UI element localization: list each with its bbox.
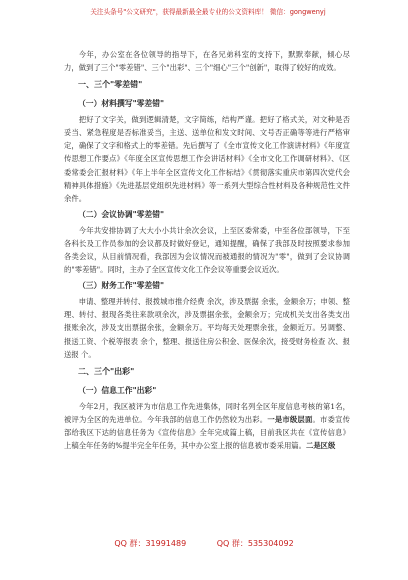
subsection-paragraph-1-2: 今年共安排协调了大大小小共计余次会议，上至区委常委，中至各位部领导，下至各科长及工作员参加的会议都及时做好登记，通知提醒，确保了我部及时按照要求参加各类会议，从目前情况看，我部因为会议情况而被通报的情况为"零"，做到了会议协调的"零差错"。同时，主办了全区宣传文化工作会议等重要会议近次。 <box>64 225 350 275</box>
subsection-heading-1-2: （二）会议协调"零差错" <box>78 209 165 219</box>
qq-group-1: QQ 群：31991489 <box>114 539 187 548</box>
emphasis-text: 一是市级层面 <box>267 414 313 424</box>
emphasis-text: 二是区级 <box>305 440 336 450</box>
section-heading-2: 二、三个"出彩" <box>78 366 135 376</box>
subsection-paragraph-1-1: 把好了文字关，做到逻辑清楚，文字简练，结构严谨。把好了格式关，对文种是否妥当、紧急程度是否标准妥当，主送、送单位和发文时间、文号否正确等等进行严格审定，确保了文字和格式上的零差错。先后撰写了《全市宣传文化工作演讲材料》《年度宣传思想工作要点》《年度全区宣传思想工作会讲话材料》《全市文化工作调研材料》、《区委常委会汇报材料》《年上半年全区宣传文化工作标结》《贯彻落实重庆市第四次党代会精神具体措施》《先进基层党组织先进材料》等一系列大型综合性材料及各种规范性文件余件。 <box>64 115 350 203</box>
footer-contacts <box>0 538 408 549</box>
section-heading-1: 一、三个"零差错" <box>78 80 143 90</box>
subsection-heading-2-1: （一）信息工作"出彩" <box>78 385 157 395</box>
qq-group-2: QQ 群：535304092 <box>216 539 294 548</box>
paragraph-text: 今年2月，我区被评为市信息工作先进集体，同时名列全区年度信息考核的第1名，被评为全区的先进单位。今年我部的信息工作仍然较为出彩。 <box>64 401 350 424</box>
subsection-heading-1-1: （一）材料撰写"零差错" <box>78 99 165 109</box>
document-body <box>64 48 350 452</box>
subsection-paragraph-2-1 <box>64 400 350 452</box>
paragraph-text: 。市委宣传部给我区下达的信息任务为《宣传信息》全年完成篇上稿，目前我区共在《宣传信息》上稿全年任务的%提半完全年任务，其中办公室上报的信息被市委采用篇。 <box>64 414 350 450</box>
header-banner: 关注头条号"公文研究"，获得最新最全最专业的公文资料库！ 微信：gongwenyj <box>90 8 326 16</box>
intro-paragraph: 今年，办公室在各位领导的指导下，在各兄弟科室的支持下，默默奉献，倾心尽力，做到了三个"零差错"、三个"出彩"、三个"细心"三个"创新"，取得了较好的成效。 <box>64 50 350 73</box>
subsection-paragraph-1-3: 申请、整理并转付、报拨城市推介经费 余次，涉及票据 余张，金额余万；申领、整理、转付、报现各类往来款项余次，涉及票据余张，金额余万；完成机关支出各类支出报账余次，涉及支出票据余张，金额余万。平均每天处理票余张，金额近万。另调整、报送工资、个税等报表 余个，整理、报送住房公积金、医保余次，接受财务检查 次、报送报 个。 <box>64 297 350 359</box>
subsection-heading-1-3: （三）财务工作"零差错" <box>78 281 165 291</box>
